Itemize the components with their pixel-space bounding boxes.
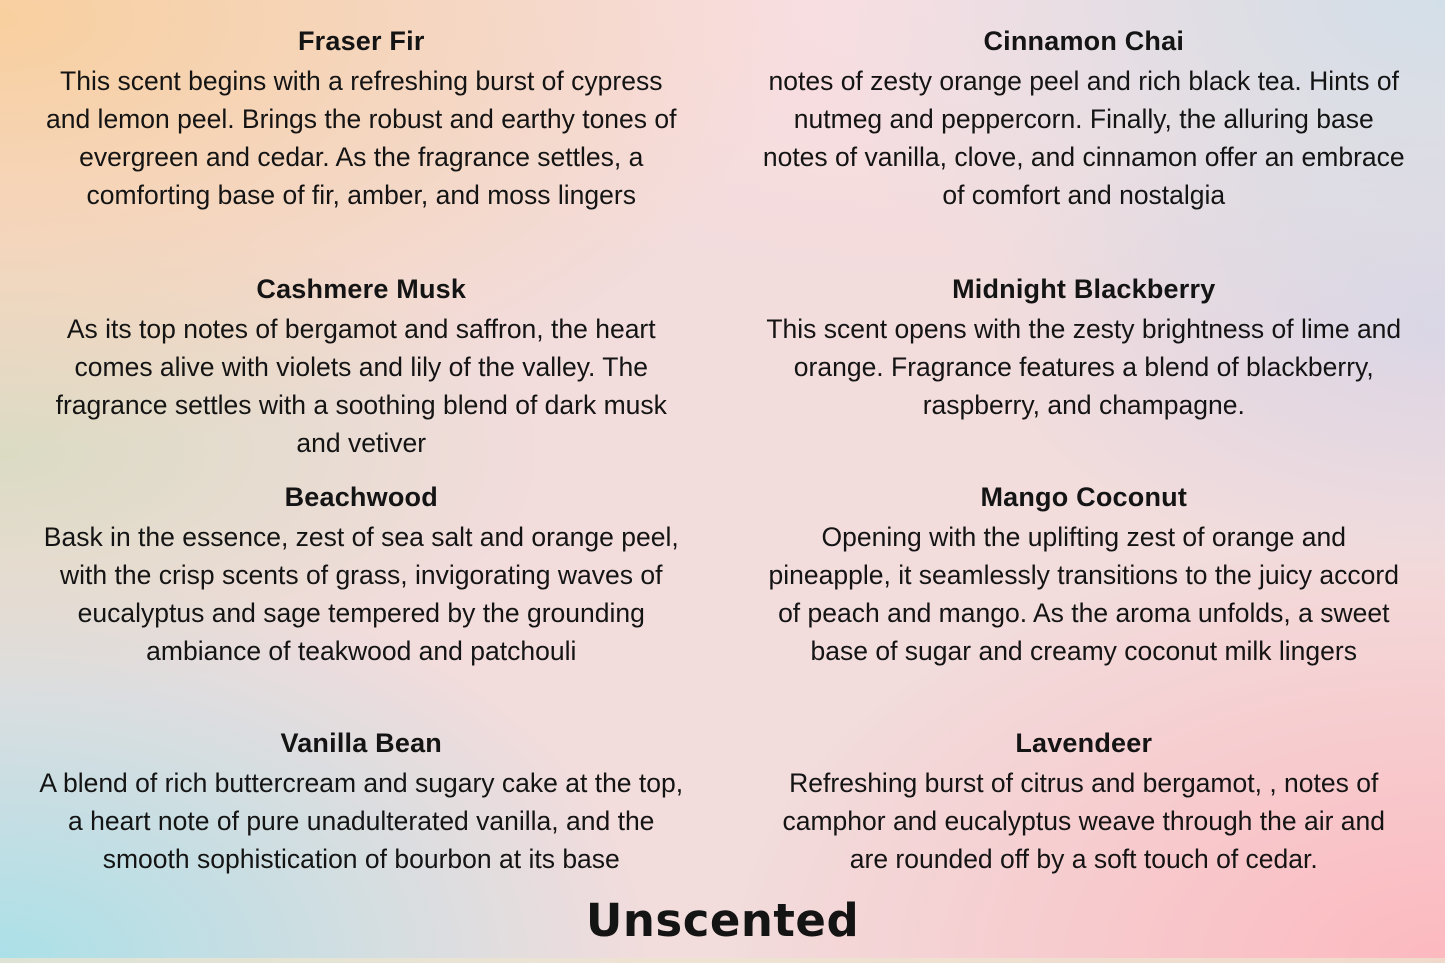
scent-name: Midnight Blackberry	[952, 274, 1216, 304]
scent-name: Cashmere Musk	[256, 274, 467, 304]
bottom-edge-strip	[0, 958, 1445, 963]
scent-description: Refreshing burst of citrus and bergamot, , notes of camphor and eucalyptus weave through the air and are rounded off by a soft touch of cedar.	[782, 768, 1386, 874]
scent-block-mango-coconut	[723, 480, 1445, 726]
scent-block-cinnamon-chai	[723, 24, 1445, 272]
scent-description: This scent begins with a refreshing burst of cypress and lemon peel. Brings the robust and earthy tones of evergreen and cedar. As the fragrance settles, a comforting base of fir, amber, and moss lingers	[45, 66, 677, 210]
scent-description: notes of zesty orange peel and rich black tea. Hints of nutmeg and peppercorn. Finally, the alluring base notes of vanilla, clove, and cinnamon offer an embrace of comfort and nostalgia	[762, 66, 1405, 210]
scent-name: Vanilla Bean	[280, 728, 442, 758]
scent-description: A blend of rich buttercream and sugary cake at the top, a heart note of pure unadulterated vanilla, and the smooth sophistication of bourbon at its base	[39, 768, 684, 874]
scent-name: Cinnamon Chai	[983, 26, 1185, 56]
scent-description: Opening with the uplifting zest of orange and pineapple, it seamlessly transitions to the juicy accord of peach and mango. As the aroma unfolds, a sweet base of sugar and creamy coconut milk lingers	[768, 522, 1399, 666]
scent-block-fraser-fir	[0, 24, 723, 272]
scent-block-cashmere-musk	[0, 272, 723, 480]
scent-block-beachwood	[0, 480, 723, 726]
scent-name: Lavendeer	[1015, 728, 1153, 758]
scent-description: As its top notes of bergamot and saffron, the heart comes alive with violets and lily of the valley. The fragrance settles with a soothing blend of dark musk and vetiver	[55, 314, 667, 458]
scent-description: This scent opens with the zesty brightness of lime and orange. Fragrance features a blend of blackberry, raspberry, and champagne.	[766, 314, 1402, 420]
scent-description: Bask in the essence, zest of sea salt and orange peel, with the crisp scents of grass, invigorating waves of eucalyptus and sage tempered by the grounding ambiance of teakwood and patchouli	[43, 522, 679, 666]
scent-name: Beachwood	[284, 482, 438, 512]
scent-name: Fraser Fir	[297, 26, 425, 56]
scent-block-midnight-blackberry	[723, 272, 1445, 480]
unscented-label: Unscented	[585, 894, 860, 947]
scent-name: Mango Coconut	[980, 482, 1188, 512]
